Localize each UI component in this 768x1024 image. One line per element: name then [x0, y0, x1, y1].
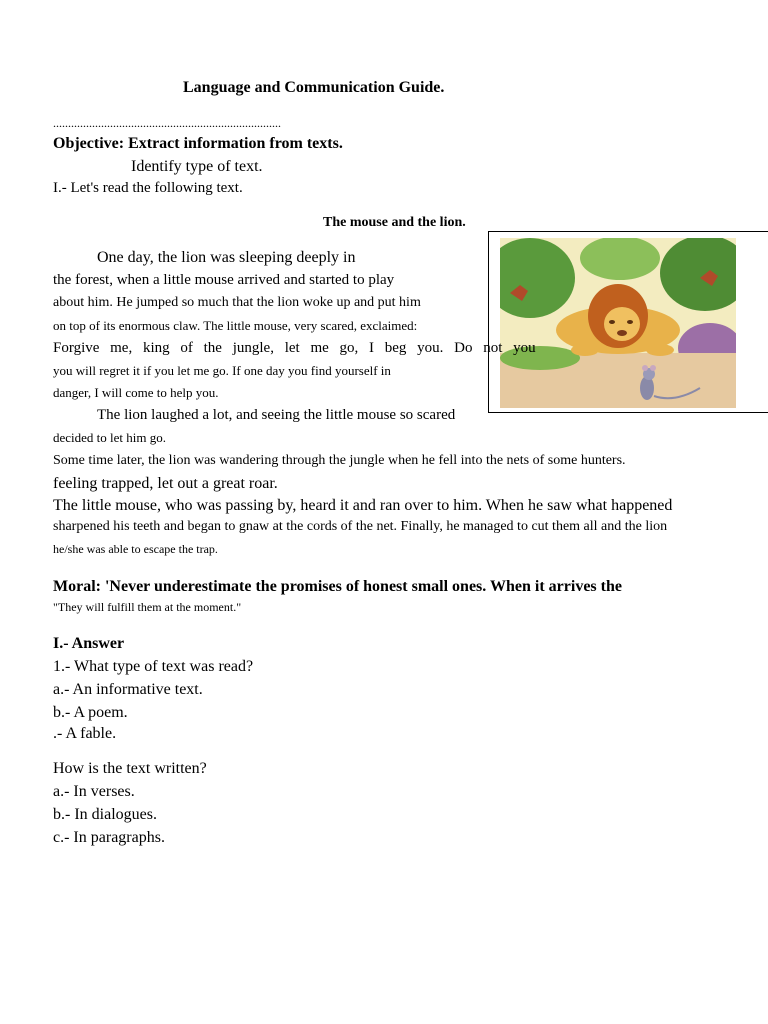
story-line-6: you will regret it if you let me go. If one day you find yourself in — [53, 363, 391, 378]
story-line-5: Forgive me, king of the jungle, let me go, I beg you. Do not you — [53, 340, 536, 356]
q1-option-c: .- A fable. — [53, 725, 117, 742]
dotted-line: ............................................................................ — [53, 116, 281, 130]
moral-heading: Moral: 'Never underestimate the promises of honest small ones. When it arrives the — [53, 578, 622, 595]
story-line-11: feeling trapped, let out a great roar. — [53, 475, 278, 492]
lion-mouse-illustration — [488, 231, 768, 413]
story-line-4: on top of its enormous claw. The little mouse, very scared, exclaimed: — [53, 318, 418, 333]
story-line-12: The little mouse, who was passing by, heard it and ran over to him. When he saw what happened — [53, 497, 673, 514]
objective-subline: Identify type of text. — [131, 158, 263, 175]
lion-mouse-picture — [500, 238, 736, 408]
story-line-8: The lion laughed a lot, and seeing the little mouse so scared — [97, 407, 456, 423]
story-line-14: he/she was able to escape the trap. — [53, 542, 218, 556]
story-line-2: the forest, when a little mouse arrived and started to play — [53, 272, 395, 288]
moral-continuation: "They will fulfill them at the moment." — [53, 600, 242, 614]
page-title: Language and Communication Guide. — [183, 79, 445, 96]
story-title: The mouse and the lion. — [323, 215, 466, 230]
q2-option-b: b.- In dialogues. — [53, 806, 157, 823]
story-line-7: danger, I will come to help you. — [53, 385, 219, 400]
q2-option-a: a.- In verses. — [53, 783, 135, 800]
question-2: How is the text written? — [53, 760, 207, 777]
instruction-text: I.- Let's read the following text. — [53, 180, 243, 196]
objective-heading: Objective: Extract information from texts. — [53, 135, 343, 152]
story-line-1: One day, the lion was sleeping deeply in — [97, 249, 356, 266]
story-line-3: about him. He jumped so much that the lion woke up and put him — [53, 295, 421, 310]
story-line-10: Some time later, the lion was wandering through the jungle when he fell into the nets of some hunters. — [53, 453, 626, 468]
q1-option-a: a.- An informative text. — [53, 681, 203, 698]
answer-heading: I.- Answer — [53, 635, 125, 652]
story-line-9: decided to let him go. — [53, 430, 167, 445]
q2-option-c: c.- In paragraphs. — [53, 829, 165, 846]
q1-option-b: b.- A poem. — [53, 704, 128, 721]
story-line-13: sharpened his teeth and began to gnaw at the cords of the net. Finally, he managed to cut them all and the lion — [53, 519, 668, 534]
question-1: 1.- What type of text was read? — [53, 658, 254, 675]
